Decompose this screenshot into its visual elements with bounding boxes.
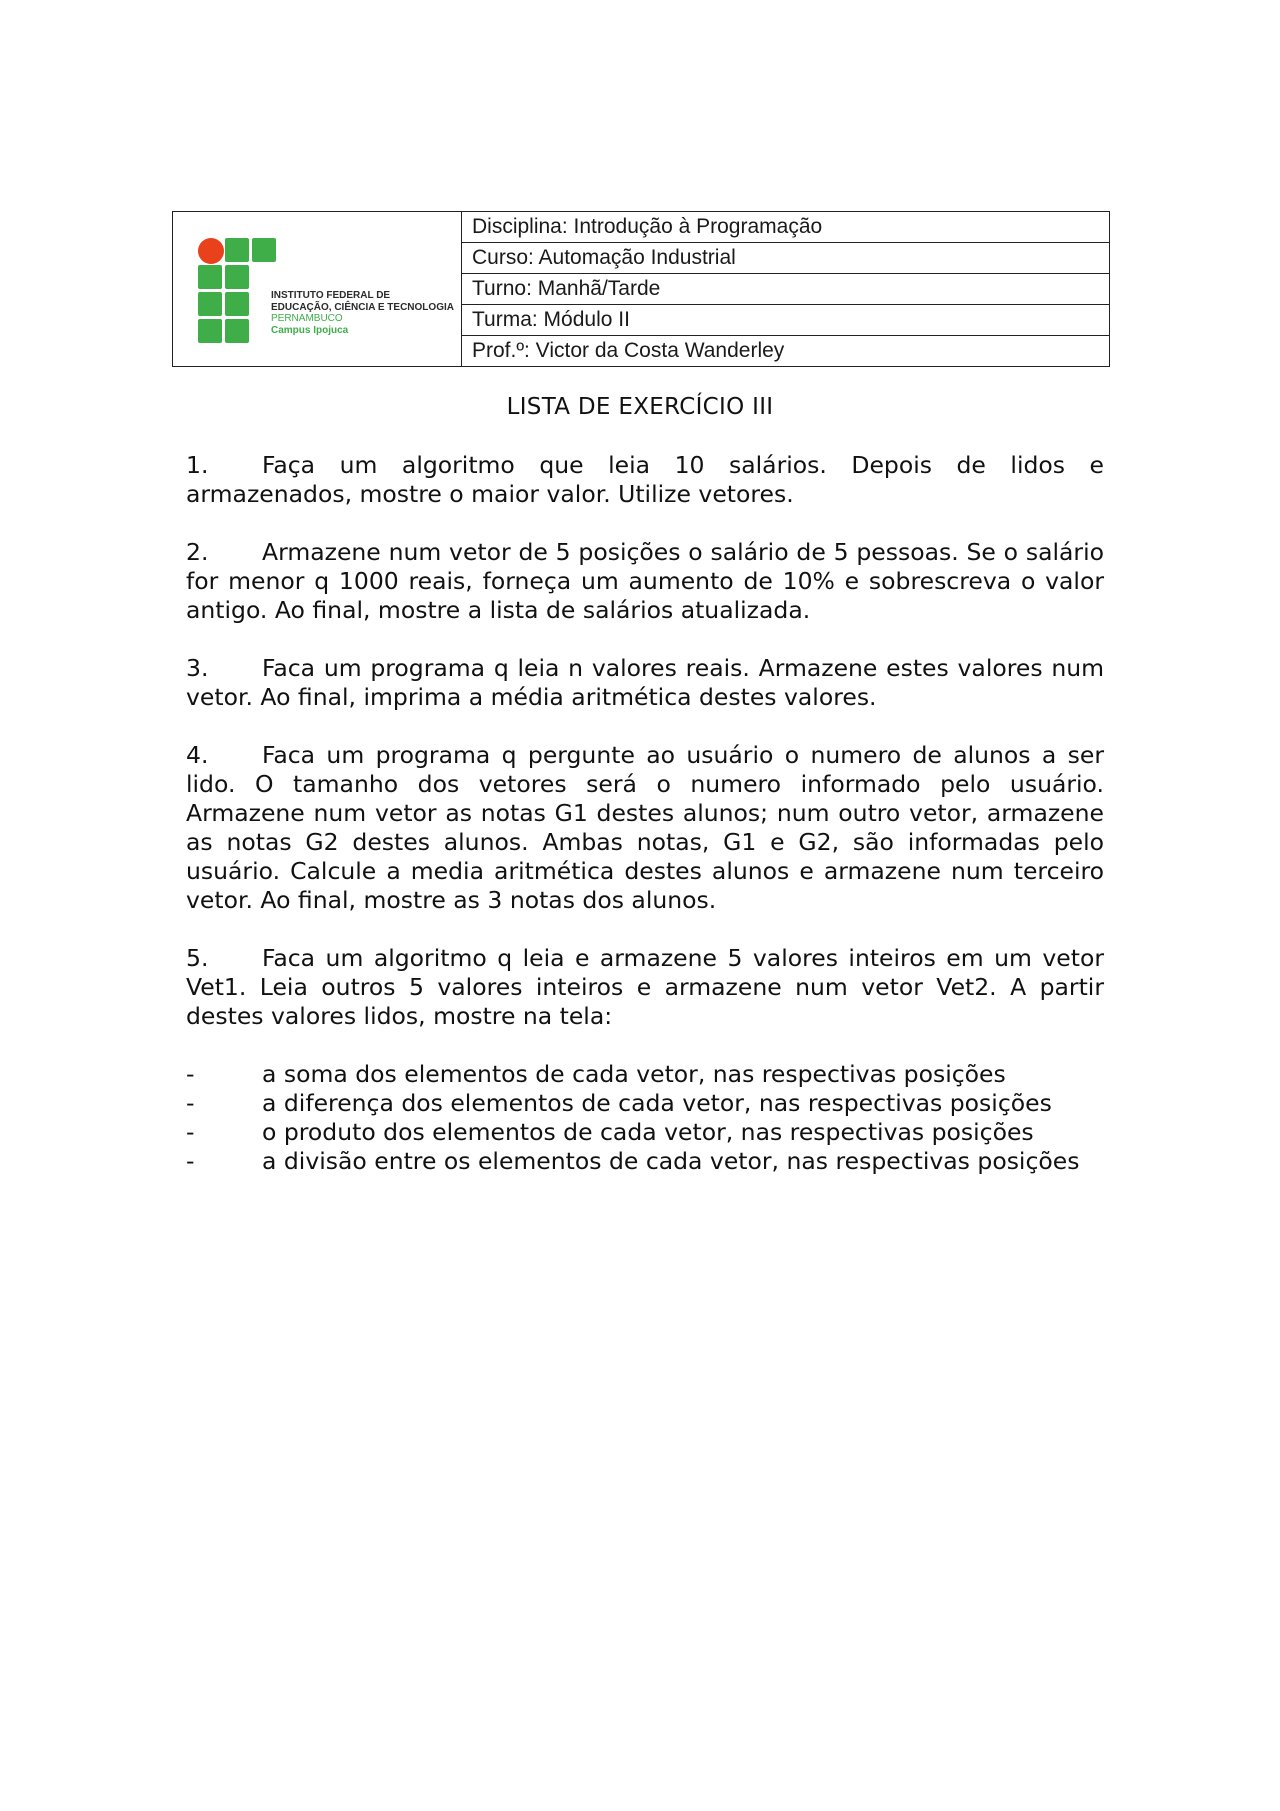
exercise-text: Armazene num vetor de 5 posições o salário de 5 pessoas. Se o salário for menor q 1000 reais, forneça um aumento de 10% e sobrescreva o valor antigo. Ao final, mostre a lista de salários atualizada. (186, 538, 1104, 624)
bullet-marker: - (186, 1089, 195, 1117)
logo-square (252, 238, 276, 262)
logo-red-dot (198, 238, 224, 264)
exercise-number: 2. (186, 538, 209, 566)
logo-square (225, 265, 249, 289)
logo-square (198, 292, 222, 316)
discipline-cell: Disciplina: Introdução à Programação (462, 212, 1110, 243)
exercise-text: Faca um algoritmo q leia e armazene 5 valores inteiros em um vetor Vet1. Leia outros 5 valores inteiros e armazene num vetor Vet2. A partir destes valores lidos, mostre na tela: (186, 944, 1104, 1030)
exercise-list (186, 451, 1104, 1176)
logo-cell (173, 212, 462, 367)
exercise-item (186, 538, 1104, 625)
bullet-text: a soma dos elementos de cada vetor, nas respectivas posições (262, 1060, 1006, 1088)
exercise-text: Faca um programa q leia n valores reais. Armazene estes valores num vetor. Ao final, imprima a média aritmética destes valores. (186, 654, 1104, 711)
bullet-item (186, 1089, 1104, 1118)
exercise-number: 4. (186, 741, 209, 769)
bullet-item (186, 1118, 1104, 1147)
course-cell: Curso: Automação Industrial (462, 243, 1110, 274)
exercise-item (186, 741, 1104, 915)
bullet-item (186, 1060, 1104, 1089)
bullet-marker: - (186, 1118, 195, 1146)
bullet-marker: - (186, 1060, 195, 1088)
exercise-text: Faça um algoritmo que leia 10 salários. Depois de lidos e armazenados, mostre o maior valor. Utilize vetores. (186, 451, 1104, 508)
bullet-text: a diferença dos elementos de cada vetor, nas respectivas posições (262, 1089, 1052, 1117)
logo-line: Campus Ipojuca (271, 324, 349, 336)
shift-cell: Turno: Manhã/Tarde (462, 274, 1110, 305)
logo-line: PERNAMBUCO (271, 313, 343, 324)
exercise-item (186, 654, 1104, 712)
exercise-number: 3. (186, 654, 209, 682)
logo-text (271, 290, 454, 336)
institution-logo (198, 238, 453, 338)
bullet-text: a divisão entre os elementos de cada vetor, nas respectivas posições (262, 1147, 1080, 1175)
bullet-item (186, 1147, 1104, 1176)
exercise-number: 1. (186, 451, 209, 479)
exercise-number: 5. (186, 944, 209, 972)
logo-square (225, 319, 249, 343)
logo-square (198, 265, 222, 289)
bullet-marker: - (186, 1147, 195, 1175)
header-table (172, 211, 1110, 367)
class-cell: Turma: Módulo II (462, 305, 1110, 336)
logo-square (225, 238, 249, 262)
bullet-list (186, 1060, 1104, 1176)
page-title: LISTA DE EXERCÍCIO III (506, 394, 774, 420)
exercise-item (186, 944, 1104, 1031)
bullet-text: o produto dos elementos de cada vetor, nas respectivas posições (262, 1118, 1034, 1146)
logo-line: INSTITUTO FEDERAL DE (271, 290, 391, 301)
logo-line: EDUCAÇÃO, CIÊNCIA E TECNOLOGIA (271, 301, 454, 313)
professor-cell: Prof.º: Victor da Costa Wanderley (462, 336, 1110, 367)
logo-square (225, 292, 249, 316)
exercise-item (186, 451, 1104, 509)
logo-square (198, 319, 222, 343)
exercise-text: Faca um programa q pergunte ao usuário o numero de alunos a ser lido. O tamanho dos vetores será o numero informado pelo usuário. Armazene num vetor as notas G1 destes alunos; num outro vetor, armazene as notas G2 destes alunos. Ambas notas, G1 e G2, são informadas pelo usuário. Calcule a media aritmética destes alunos e armazene num terceiro vetor. Ao final, mostre as 3 notas dos alunos. (186, 741, 1104, 914)
